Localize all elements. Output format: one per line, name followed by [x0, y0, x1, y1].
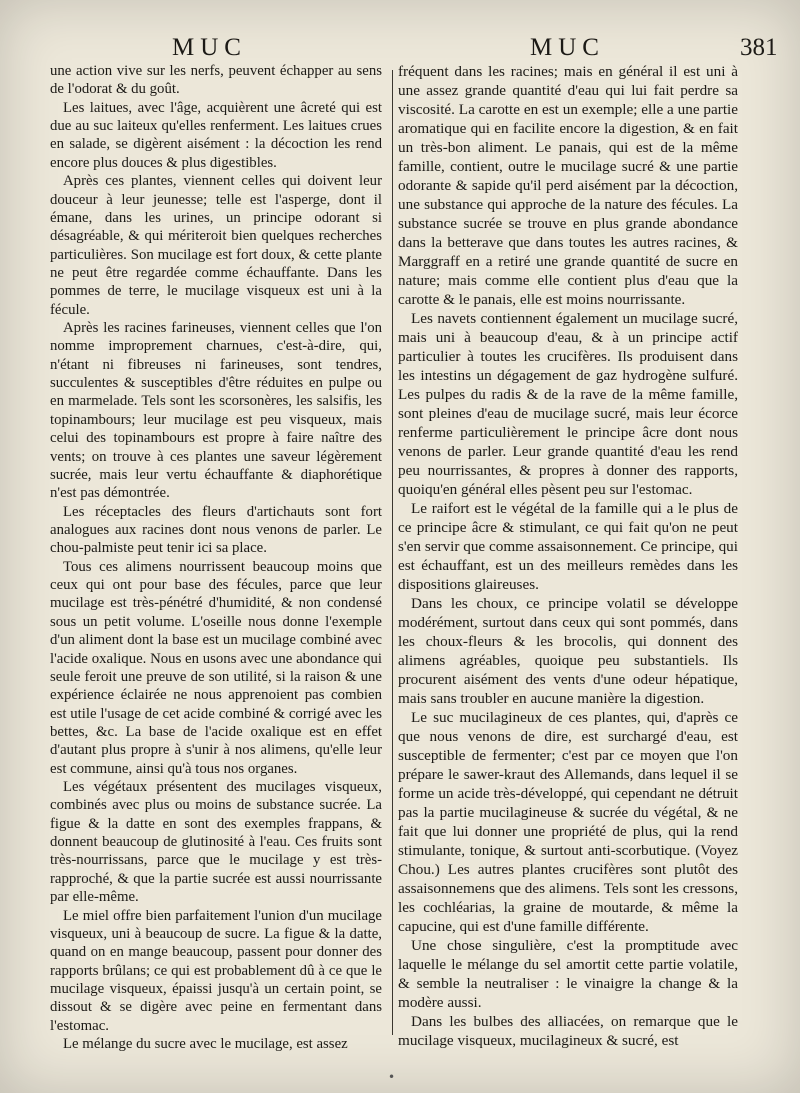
- paragraph: Les navets contiennent également un mucilage sucré, mais uni à beaucoup d'eau, & à un principe actif particulier à toutes les crucifères. Ils produisent dans les intestins un dégagement de gaz hydrogène sulfuré. Les pulpes du radis & de la rave de la même famille, sont pleines d'eau de mucilage sucré, mais leur écorce renferme particulièrement le principe âcre dont nous venons de parler. Leur grande quantité d'eau les rend peu nourrissantes, & propres à donner des rapports, quoiqu'en général elles pèsent peu sur l'estomac.: [398, 310, 738, 498]
- paragraph: Tous ces alimens nourrissent beaucoup moins que ceux qui ont pour base des fécules, parce que leur mucilage est très-pénétré d'humidité, & non condensé sous un petit volume. L'oseille nous donne l'exemple d'un aliment dont la base est un mucilage combiné avec l'acide oxalique. Nous en usons avec une abondance qui seule feroit une preuve de son utilité, si la raison & une expérience éclairée ne nous apprenoient pas combien est utile l'usage de cet acide combiné & corrigé avec les bettes, &c. La base de l'acide oxalique est en effet d'autant plus propre à s'unir à nos alimens, qu'elle leur est commune, ainsi qu'à tous nos organes.: [50, 558, 382, 777]
- paragraph: Le raifort est le végétal de la famille qui a le plus de ce principe âcre & stimulant, ce qui fait qu'on ne peut s'en servir que comme assaisonnement. Ce principe, qui est échauffant, est un des meilleurs remèdes dans les dispositions glaireuses.: [398, 500, 738, 593]
- column-divider: [392, 70, 393, 1035]
- paragraph: Le mélange du sucre avec le mucilage, est assez: [63, 1036, 348, 1053]
- running-head-right: MUC: [530, 34, 605, 61]
- printer-mark: •: [388, 1070, 396, 1084]
- running-head-left: MUC: [172, 34, 247, 61]
- paragraph: Le miel offre bien parfaitement l'union d'un mucilage visqueux, uni à beaucoup de sucre. La figue & la datte, quand on en mange beaucoup, passent pour donner des rapports brûlans; ce qui est probablement dû à ce que le mucilage visqueux, épaissi jusqu'à un certain point, se dissout & se digère avec peine en fermentant dans l'estomac.: [50, 907, 382, 1034]
- paragraph: Les végétaux présentent des mucilages visqueux, combinés avec plus ou moins de substance sucrée. La figue & la datte en sont des exemples frappans, & donnent beaucoup de glutinosité à l'eau. Ces fruits sont très-nourrissans, parce que le mucilage y est très-rapproché, & que la partie sucrée est aussi nourrissante par elle-même.: [50, 779, 382, 906]
- left-column: [50, 62, 382, 1053]
- right-column: [398, 62, 738, 1050]
- paragraph: Après les racines farineuses, viennent celles que l'on nomme improprement charnues, c'est-à-dire, qui, n'étant ni fibreuses ni farineuses, sont tendres, succulentes & susceptibles d'être réduites en pulpe ou en marmelade. Tels sont les scorsonères, les salsifis, les topinambours; leur mucilage est peu visqueux, mais celui des topinambours est propre à faire naître des vents; on trouve à ces plantes une saveur légèrement sucrée, mais leur vertu échauffante & diaphorétique n'est pas démontrée.: [50, 320, 382, 502]
- paragraph: Les réceptacles des fleurs d'artichauts sont fort analogues aux racines dont nous venons de parler. Le chou-palmiste peut tenir ici sa place.: [50, 503, 382, 557]
- paragraph: une action vive sur les nerfs, peuvent échapper au sens de l'odorat & du goût.: [50, 63, 382, 98]
- paragraph: Dans les choux, ce principe volatil se développe modérément, surtout dans ceux qui sont pommés, dans les choux-fleurs & les brocolis, qui donnent des alimens agréables, quoique peu substantiels. Ils procurent aisément des vents d'une odeur hépatique, mais sans troubler en aucune manière la digestion.: [398, 595, 738, 707]
- paragraph: Après ces plantes, viennent celles qui doivent leur douceur à leur jeunesse; telle est l'asperge, dont il émane, dans les urines, un principe odorant si désagréable, & qui mériteroit bien quelques recherches particulières. Son mucilage est fort doux, & cette plante ne peut être regardée comme échauffante. Dans les pommes de terre, le mucilage visqueux est uni à la fécule.: [50, 173, 382, 318]
- page-number: 381: [740, 34, 778, 61]
- paragraph: Dans les bulbes des alliacées, on remarque que le mucilage visqueux, mucilagineux & sucré, est: [398, 1013, 738, 1049]
- paragraph: fréquent dans les racines; mais en général il est uni à une assez grande quantité d'eau qui lui fait perdre sa viscosité. La carotte en est un exemple; elle a une partie aromatique qui en facilite encore la digestion, & en fait un très-bon aliment. Le panais, qui est de la même famille, contient, outre le mucilage sucré & une partie odorante & sapide qu'il perd aisément par la décoction, une substance qui approche de la nature des fécules. La substance sucrée se trouve en plus grande abondance dans la betterave que dans toutes les autres racines, & Marggraff en a retiré une grande quantité de sucre en nature; mais comme elle contient plus d'eau que la carotte & le panais, elle est moins nourrissante.: [398, 63, 738, 308]
- paragraph: Les laitues, avec l'âge, acquièrent une âcreté qui est due au suc laiteux qu'elles renferment. Les laitues crues en salade, se digèrent aisément : la décoction les rend encore plus douces & plus digestibles.: [50, 99, 382, 171]
- paragraph: Le suc mucilagineux de ces plantes, qui, d'après ce que nous venons de dire, est surchargé d'eau, est susceptible de fermenter; c'est par ce moyen que l'on prépare le sawer-kraut des Allemands, dans lequel il se forme un acide très-développé, qui cependant ne détruit pas la partie mucilagineuse & sucrée du végétal, & ne fait que lui donner une propriété de plus, qui la rend stimulante, tonique, & surtout anti-scorbutique. (Voyez Chou.) Les autres plantes crucifères sont plutôt des assaisonnemens que des alimens. Tels sont les cressons, les cochléarias, la graine de moutarde, & même la capucine, qui est d'une famille différente.: [398, 709, 738, 935]
- paragraph: Une chose singulière, c'est la promptitude avec laquelle le mélange du sel amortit cette partie volatile, & semble la neutraliser : le vinaigre la change & la modère aussi.: [398, 937, 738, 1011]
